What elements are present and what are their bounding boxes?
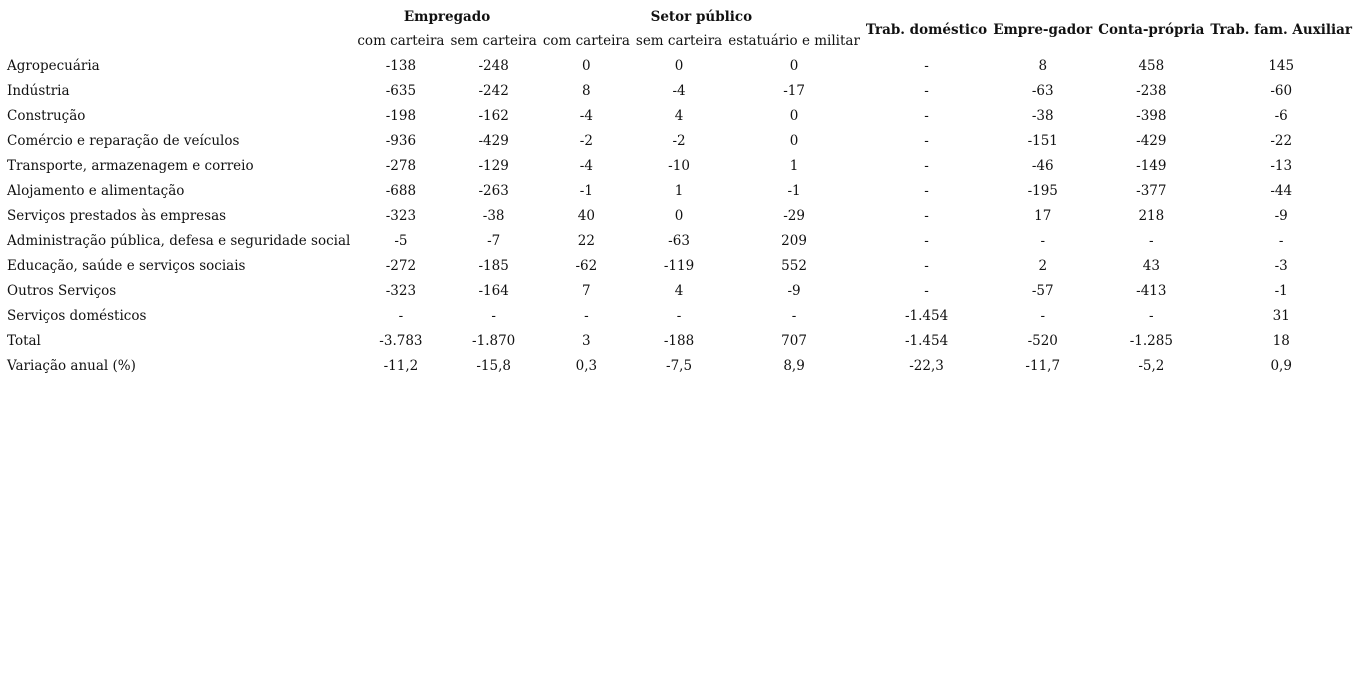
table-cell: 0,9 [1270, 358, 1292, 374]
table-row [4, 79, 1355, 104]
table-cell: -520 [1027, 333, 1058, 349]
table-cell: -63 [668, 233, 690, 249]
data-table-container [4, 6, 1355, 379]
row-label: Total [7, 333, 41, 349]
row-label: Construção [7, 108, 86, 124]
table-cell: 0 [674, 208, 684, 224]
table-cell: -278 [385, 158, 417, 174]
table-cell: 145 [1268, 58, 1295, 74]
table-cell: - [924, 258, 929, 274]
table-cell: -3 [1274, 258, 1288, 274]
header-setor-publico: Setor público [650, 9, 753, 25]
table-cell: -272 [385, 258, 417, 274]
header-empregador: Empre-gador [993, 21, 1093, 38]
table-cell: -4 [579, 158, 593, 174]
table-cell: -164 [478, 283, 509, 299]
table-row [4, 329, 1355, 354]
table-cell: 458 [1138, 58, 1165, 74]
table-cell: -377 [1136, 183, 1167, 199]
table-row [4, 354, 1355, 379]
table-cell: -7 [487, 233, 501, 249]
table-cell: - [791, 308, 797, 324]
table-cell: -13 [1270, 158, 1293, 174]
table-cell: -185 [478, 258, 509, 274]
table-cell: -429 [1136, 133, 1167, 149]
table-cell: -242 [478, 83, 509, 99]
table-cell: -15,8 [476, 358, 511, 374]
table-cell: -1.454 [904, 308, 949, 324]
row-label: Outros Serviços [7, 283, 117, 299]
row-label: Comércio e reparação de veículos [7, 133, 240, 149]
table-cell: - [1149, 308, 1154, 324]
table-cell: -5 [394, 233, 408, 249]
table-cell: -151 [1027, 133, 1058, 149]
row-label: Educação, saúde e serviços sociais [7, 258, 246, 274]
table-cell: -22 [1270, 133, 1293, 149]
table-row [4, 204, 1355, 229]
table-cell: -198 [385, 108, 417, 124]
table-cell: -2 [672, 133, 686, 149]
table-cell: 552 [781, 258, 807, 274]
table-cell: 31 [1272, 308, 1290, 324]
table-cell: -11,7 [1025, 358, 1061, 374]
table-cell: 17 [1034, 208, 1052, 224]
table-cell: -1 [787, 183, 801, 199]
table-cell: -10 [668, 158, 690, 174]
table-cell: - [398, 308, 404, 324]
table-cell: -4 [579, 108, 593, 124]
table-row [4, 279, 1355, 304]
table-cell: -38 [1031, 108, 1054, 124]
row-label: Transporte, armazenagem e correio [7, 158, 254, 174]
table-cell: -162 [478, 108, 509, 124]
row-label: Alojamento e alimentação [7, 183, 185, 199]
table-cell: 209 [781, 233, 807, 249]
table-cell: -138 [385, 58, 417, 74]
table-cell: -1.870 [472, 333, 516, 349]
table-cell: 7 [582, 283, 591, 299]
table-cell: -119 [663, 258, 695, 274]
table-cell: - [924, 158, 929, 174]
table-cell: 0 [789, 58, 799, 74]
table-cell: 4 [674, 108, 684, 124]
table-row [4, 129, 1355, 154]
table-cell: -7,5 [666, 358, 693, 374]
subheader-com-carteira: com carteira [357, 33, 445, 49]
table-cell: -3.783 [379, 333, 423, 349]
table-cell: -57 [1031, 283, 1054, 299]
table-cell: -323 [385, 283, 417, 299]
table-cell: - [584, 308, 589, 324]
table-cell: - [924, 133, 929, 149]
table-cell: 1 [674, 183, 684, 199]
table-cell: -29 [783, 208, 805, 224]
table-cell: - [924, 233, 929, 249]
table-cell: -936 [385, 133, 417, 149]
table-cell: -60 [1270, 83, 1293, 99]
table-row [4, 104, 1355, 129]
table-cell: 0,3 [575, 358, 598, 374]
table-cell: 3 [582, 333, 591, 349]
table-cell: -38 [482, 208, 505, 224]
table-cell: -635 [385, 83, 417, 99]
table-row [4, 179, 1355, 204]
table-cell: - [1040, 233, 1046, 249]
row-label: Agropecuária [7, 58, 100, 74]
table-cell: -46 [1031, 158, 1054, 174]
table-cell: -195 [1027, 183, 1058, 199]
table-cell: -1 [579, 183, 593, 199]
table-cell: - [676, 308, 682, 324]
table-cell: - [924, 283, 929, 299]
table-cell: - [924, 58, 929, 74]
table-cell: - [924, 83, 929, 99]
header-conta-propria: Conta-própria [1098, 21, 1205, 38]
table-cell: -238 [1136, 83, 1167, 99]
table-cell: 707 [781, 333, 807, 349]
table-body [4, 54, 1355, 379]
table-cell: -149 [1136, 158, 1167, 174]
table-cell: -22,3 [909, 358, 944, 374]
table-cell: 43 [1142, 258, 1160, 274]
table-cell: 0 [789, 108, 799, 124]
table-cell: 4 [674, 283, 684, 299]
occupation-change-table [4, 6, 1355, 379]
table-cell: -9 [787, 283, 801, 299]
table-cell: - [1040, 308, 1046, 324]
header-trab-fam-auxiliar: Trab. fam. Auxiliar [1210, 21, 1352, 38]
table-cell: - [491, 308, 496, 324]
header-corner [4, 6, 354, 54]
table-row [4, 54, 1355, 79]
table-row [4, 254, 1355, 279]
table-cell: 18 [1272, 333, 1290, 349]
table-cell: 0 [789, 133, 799, 149]
table-cell: -323 [385, 208, 417, 224]
table-cell: -1 [1274, 283, 1288, 299]
table-cell: -129 [478, 158, 509, 174]
table-cell: -62 [575, 258, 598, 274]
subheader-estatutario-militar: estatuário e militar [728, 33, 860, 49]
table-cell: -63 [1031, 83, 1054, 99]
table-cell: 8 [582, 83, 591, 99]
table-cell: -4 [672, 83, 686, 99]
table-cell: -413 [1136, 283, 1167, 299]
table-cell: 40 [577, 208, 595, 224]
row-label: Serviços prestados às empresas [7, 208, 227, 224]
table-cell: -263 [478, 183, 509, 199]
row-label: Indústria [7, 83, 70, 99]
table-cell: 8,9 [783, 358, 805, 374]
subheader-sem-carteira: sem carteira [635, 33, 723, 49]
table-cell: -2 [579, 133, 593, 149]
table-cell: 2 [1038, 258, 1048, 274]
table-header [4, 6, 1355, 54]
table-cell: - [1278, 233, 1284, 249]
table-cell: -688 [385, 183, 417, 199]
table-cell: -17 [783, 83, 805, 99]
table-row [4, 304, 1355, 329]
table-cell: 8 [1038, 58, 1048, 74]
table-row [4, 154, 1355, 179]
table-cell: - [924, 183, 929, 199]
table-cell: -1.285 [1129, 333, 1173, 349]
table-cell: -6 [1274, 108, 1288, 124]
subheader-com-carteira: com carteira [542, 33, 630, 49]
header-trab-domestico: Trab. doméstico [865, 21, 988, 38]
table-cell: 22 [577, 233, 595, 249]
table-cell: 218 [1138, 208, 1165, 224]
table-cell: -9 [1274, 208, 1288, 224]
table-cell: -1.454 [904, 333, 949, 349]
table-cell: - [924, 208, 929, 224]
table-cell: - [1149, 233, 1154, 249]
table-cell: -429 [478, 133, 509, 149]
row-label: Administração pública, defesa e seguridade social [7, 233, 351, 249]
table-cell: -5,2 [1138, 358, 1165, 374]
header-row-groups [4, 6, 1355, 28]
row-label: Serviços domésticos [7, 308, 147, 324]
table-row [4, 229, 1355, 254]
table-cell: 1 [789, 158, 799, 174]
table-cell: -398 [1136, 108, 1167, 124]
table-cell: -248 [478, 58, 509, 74]
header-empregado: Empregado [403, 9, 491, 25]
table-cell: 0 [674, 58, 684, 74]
subheader-sem-carteira: sem carteira [450, 33, 537, 49]
table-cell: - [924, 108, 929, 124]
table-cell: -11,2 [383, 358, 419, 374]
table-cell: -188 [663, 333, 695, 349]
row-label: Variação anual (%) [7, 358, 136, 374]
table-cell: -44 [1270, 183, 1293, 199]
table-cell: 0 [582, 58, 591, 74]
